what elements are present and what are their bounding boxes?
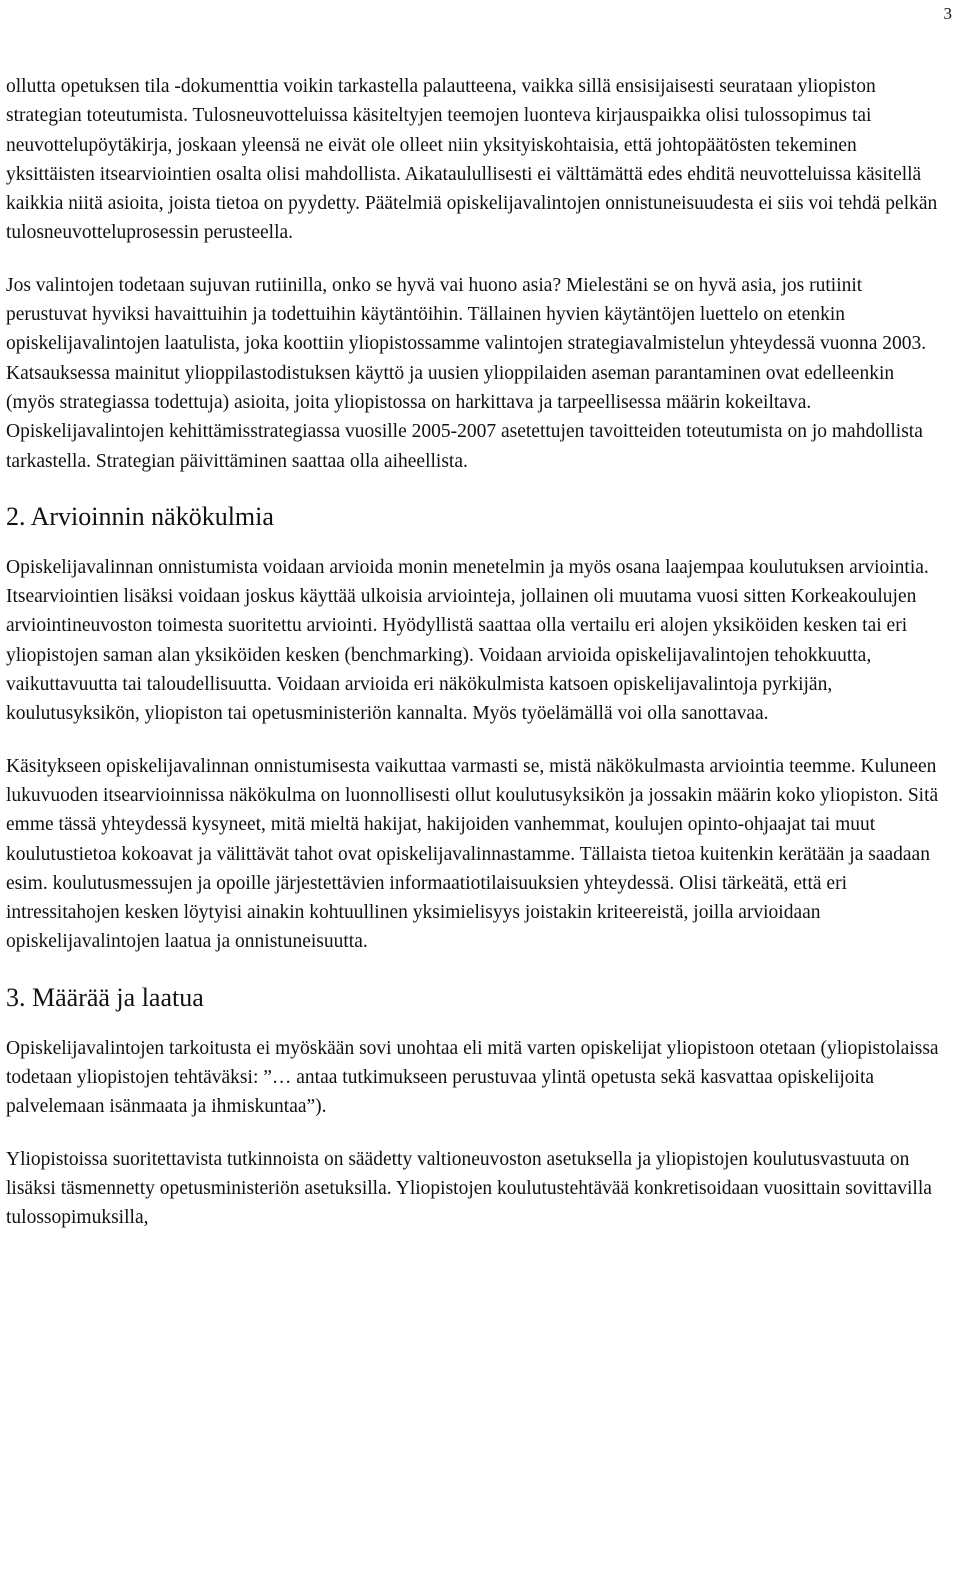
section-heading-2: 2. Arvioinnin näkökulmia — [6, 501, 274, 531]
paragraph-section3-2: Yliopistoissa suoritettavista tutkinnoista on säädetty valtioneuvoston asetuksella ja yliopistojen koulutusvastuuta on lisäksi täsmennetty opetusministeriön asetuksilla. Yliopistojen koulutustehtävää konkretisoidaan vuosittain sovittavilla tulossopimuksilla, — [6, 1148, 932, 1229]
section-heading-3: 3. Määrää ja laatua — [6, 982, 204, 1012]
paragraph-section2-2: Käsitykseen opiskelijavalinnan onnistumisesta vaikuttaa varmasti se, mistä näkökulmasta arviointia teemme. Kuluneen lukuvuoden itsearvioinnissa näkökulma on luonnollisesti ollut koulutusyksikön ja jossakin määrin koko yliopiston. Sitä emme tässä yhteydessä kysyneet, mitä mieltä hakijat, hakijoiden vanhemmat, koulujen opinto-ohjaajat tai muut koulutustietoa kokoavat ja välittävät tahot ovat opiskelijavalinnastamme. Tällaista tietoa kuitenkin kerätään ja saadaan esim. koulutusmessujen ja opoille järjestettävien informaatiotilaisuuksien yhteydessä. Olisi tärkeätä, että eri intressitahojen kesken löytyisi ainakin kohtuullinen yksimielisyys joistakin kriteereistä, joilla arvioidaan opiskelijavalintojen laatua ja onnistuneisuutta. — [6, 755, 939, 953]
paragraph-section2-1: Opiskelijavalinnan onnistumista voidaan arvioida monin menetelmin ja myös osana laajempaa koulutuksen arviointia. Itsearviointien lisäksi voidaan joskus käyttää ulkoisia arviointeja, jollainen oli muutama vuosi sitten Korkeakoulujen arviointineuvoston toimesta suoritettu arviointi. Hyödyllistä saattaa olla vertailu eri alojen yksiköiden kesken tai eri yliopistojen saman alan yksiköiden kesken (benchmarking). Voidaan arvioida opiskelijavalintojen tehokkuutta, vaikuttavuutta tai taloudellisuutta. Voidaan arvioida eri näkökulmista katsoen opiskelijavalintoja pyrkijän, koulutusyksikön, yliopiston tai opetusministeriön kannalta. Myös työelämällä voi olla sanottavaa. — [6, 556, 929, 725]
paragraph-section3-1: Opiskelijavalintojen tarkoitusta ei myöskään sovi unohtaa eli mitä varten opiskelijat yliopistoon otetaan (yliopistolaissa todetaan yliopistojen tehtäväksi: ”… antaa tutkimukseen perustuvaa ylintä opetusta sekä kasvattaa opiskelijoita palvelemaan isänmaata ja ihmiskuntaa”). — [6, 1037, 939, 1118]
page-number: 3 — [943, 4, 952, 23]
document-body — [6, 72, 946, 1233]
paragraph-intro-2: Jos valintojen todetaan sujuvan rutiinilla, onko se hyvä vai huono asia? Mielestäni se on hyvä asia, jos rutiinit perustuvat hyviksi havaittuihin ja todettuihin käytäntöihin. Tällainen hyvien käytäntöjen luettelo on etenkin opiskelijavalintojen laatulista, joka koottiin yliopistossamme valintojen strategiavalmistelun yhteydessä vuonna 2003. Katsauksessa mainitut ylioppilastodistuksen käyttö ja uusien ylioppilaiden aseman parantaminen ovat edelleenkin (myös strategiassa todettuja) asioita, joita yliopistossa on harkittava ja tarpeellisessa määrin kokeiltava. Opiskelijavalintojen kehittämisstrategiassa vuosille 2005-2007 asetettujen tavoitteiden toteutumista on jo mahdollista tarkastella. Strategian päivittäminen saattaa olla aiheellista. — [6, 274, 927, 472]
paragraph-intro-1: ollutta opetuksen tila -dokumenttia voikin tarkastella palautteena, vaikka sillä ensisijaisesti seurataan yliopiston strategian toteutumista. Tulosneuvotteluissa käsiteltyjen teemojen luonteva kirjauspaikka olisi tulossopimus tai neuvottelupöytäkirja, joskaan yleensä ne eivät ole olleet niin yksityiskohtaisia, että johtopäätösten tekeminen yksittäisten itsearviointien osalta olisi mahdollista. Aikataulullisesti ei välttämättä edes ehditä neuvotteluissa käsitellä kaikkia niitä asioita, joista tietoa on pyydetty. Päätelmiä opiskelijavalintojen onnistuneisuudesta ei siis voi tehdä pelkän tulosneuvotteluprosessin perusteella. — [6, 76, 938, 244]
